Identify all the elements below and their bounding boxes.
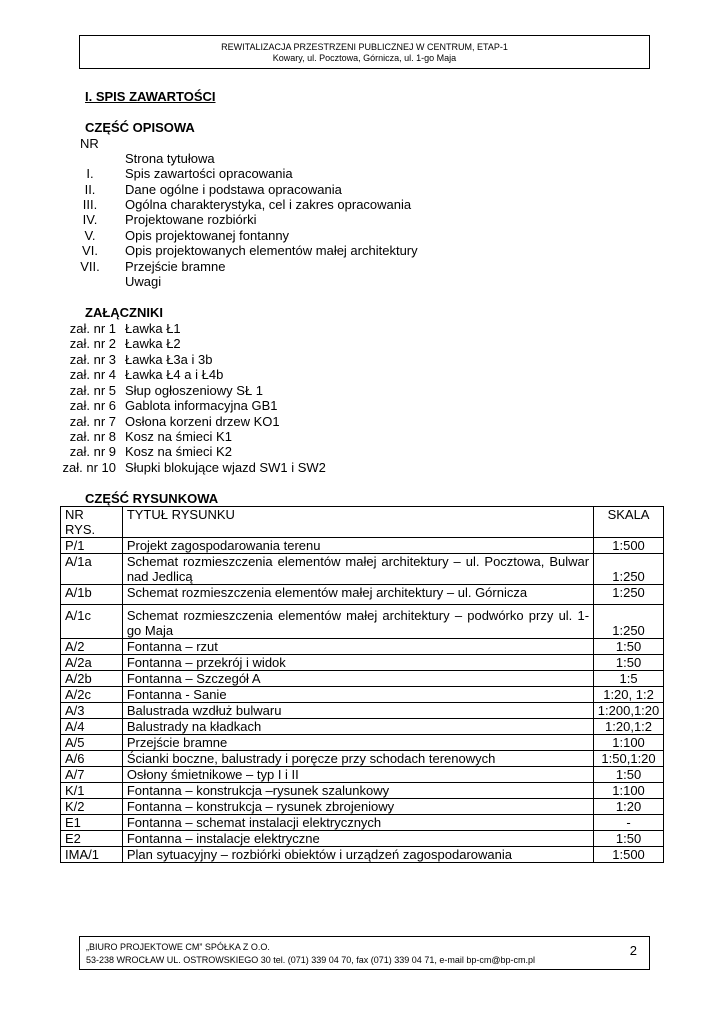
table-row: A/2c Fontanna - Sanie 1:20, 1:2 bbox=[61, 687, 664, 703]
drawings-heading: CZĘŚĆ RYSUNKOWA bbox=[85, 491, 219, 506]
list-item: zał. nr 2 Ławka Ł2 bbox=[69, 336, 181, 351]
list-item: IV. Projektowane rozbiórki bbox=[82, 212, 257, 227]
document-header bbox=[79, 35, 650, 69]
table-row: E1 Fontanna – schemat instalacji elektrycznych - bbox=[61, 815, 664, 831]
list-item: zał. nr 7 Osłona korzeni drzew KO1 bbox=[69, 414, 280, 429]
table-row: K/2 Fontanna – konstrukcja – rysunek zbrojeniowy 1:20 bbox=[61, 799, 664, 815]
table-row: A/2a Fontanna – przekrój i widok 1:50 bbox=[61, 655, 664, 671]
table-row: A/1b Schemat rozmieszczenia elementów małej architektury – ul. Górnicza 1:250 bbox=[61, 585, 664, 605]
list-item: II. Dane ogólne i podstawa opracowania bbox=[84, 182, 342, 197]
list-item: zał. nr 10 Słupki blokujące wjazd SW1 i SW2 bbox=[62, 460, 326, 475]
table-row: A/1c Schemat rozmieszczenia elementów małej architektury – podwórko przy ul. 1-go Maja 1:250 bbox=[61, 605, 664, 639]
list-item: zał. nr 3 Ławka Ł3a i 3b bbox=[69, 352, 213, 367]
list-item: VII. Przejście bramne bbox=[80, 259, 226, 274]
list-item: VI. Opis projektowanych elementów małej architektury bbox=[82, 243, 418, 258]
company-name: „BIURO PROJEKTOWE CM” SPÓŁKA Z O.O. bbox=[86, 942, 270, 952]
project-location: Kowary, ul. Pocztowa, Górnicza, ul. 1-go Maja bbox=[272, 53, 457, 63]
list-item: Strona tytułowa bbox=[125, 151, 215, 166]
col-scale-header: SKALA bbox=[594, 507, 664, 538]
list-item: I. Spis zawartości opracowania bbox=[86, 166, 293, 181]
table-row: A/5 Przejście bramne 1:100 bbox=[61, 735, 664, 751]
page-number: 2 bbox=[629, 943, 637, 958]
table-row: A/4 Balustrady na kładkach 1:20,1:2 bbox=[61, 719, 664, 735]
table-row: P/1 Projekt zagospodarowania terenu 1:500 bbox=[61, 538, 664, 554]
table-row: A/2b Fontanna – Szczegół A 1:5 bbox=[61, 671, 664, 687]
table-row: A/7 Osłony śmietnikowe – typ I i II 1:50 bbox=[61, 767, 664, 783]
section-title: I. SPIS ZAWARTOŚCI bbox=[85, 89, 216, 104]
descriptive-heading: CZĘŚĆ OPISOWA bbox=[85, 120, 195, 135]
list-item: zał. nr 5 Słup ogłoszeniowy SŁ 1 bbox=[69, 383, 264, 398]
list-item: zał. nr 6 Gablota informacyjna GB1 bbox=[69, 398, 278, 413]
company-address: 53-238 WROCŁAW UL. OSTROWSKIEGO 30 tel. (071) 339 04 70, fax (071) 339 04 71, e-mail bp-cm@bp-cm.pl bbox=[86, 955, 535, 965]
list-item: zał. nr 1 Ławka Ł1 bbox=[69, 321, 181, 336]
table-row: K/1 Fontanna – konstrukcja –rysunek szalunkowy 1:100 bbox=[61, 783, 664, 799]
table-row: A/6 Ścianki boczne, balustrady i poręcze przy schodach terenowych 1:50,1:20 bbox=[61, 751, 664, 767]
col-nr-header: NR RYS. bbox=[61, 507, 123, 538]
table-row: A/1a Schemat rozmieszczenia elementów małej architektury – ul. Pocztowa, Bulwar nad Jedlicą 1:250 bbox=[61, 554, 664, 585]
nr-label: NR bbox=[80, 136, 99, 151]
drawings-table bbox=[60, 506, 664, 863]
list-item: zał. nr 9 Kosz na śmieci K2 bbox=[69, 444, 232, 459]
list-item: III. Ogólna charakterystyka, cel i zakres opracowania bbox=[82, 197, 412, 212]
col-title-header: TYTUŁ RYSUNKU bbox=[122, 507, 593, 538]
table-row: A/3 Balustrada wzdłuż bulwaru 1:200,1:20 bbox=[61, 703, 664, 719]
document-footer bbox=[79, 936, 650, 970]
attachments-heading: ZAŁĄCZNIKI bbox=[85, 305, 163, 320]
list-item: V. Opis projektowanej fontanny bbox=[84, 228, 290, 243]
table-row: E2 Fontanna – instalacje elektryczne 1:50 bbox=[61, 831, 664, 847]
table-row: IMA/1 Plan sytuacyjny – rozbiórki obiektów i urządzeń zagospodarowania 1:500 bbox=[61, 847, 664, 863]
list-item: zał. nr 8 Kosz na śmieci K1 bbox=[69, 429, 232, 444]
list-item: Uwagi bbox=[125, 274, 162, 289]
list-item: zał. nr 4 Ławka Ł4 a i Ł4b bbox=[69, 367, 224, 382]
table-row: A/2 Fontanna – rzut 1:50 bbox=[61, 639, 664, 655]
project-title: REWITALIZACJA PRZESTRZENI PUBLICZNEJ W CENTRUM, ETAP-1 bbox=[221, 42, 508, 52]
table-header-row bbox=[61, 507, 664, 538]
